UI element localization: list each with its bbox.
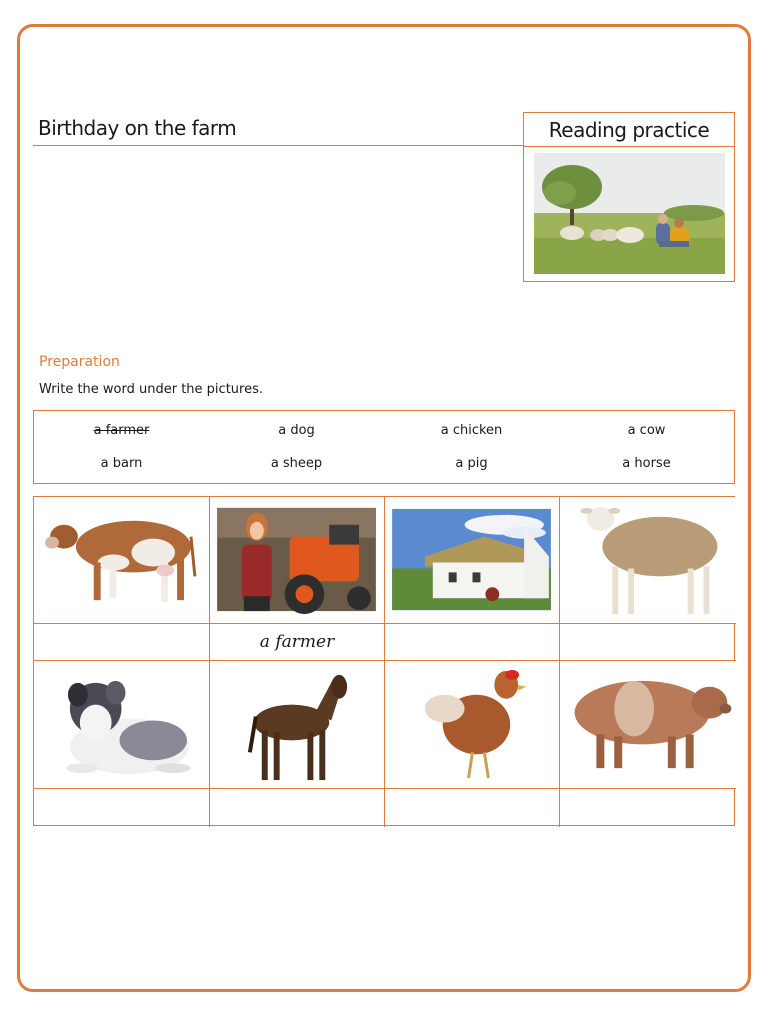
word-bank-item: a farmer (93, 423, 150, 438)
picture-cell-pig (560, 661, 736, 789)
answer-cell[interactable] (385, 789, 560, 827)
answer-cell[interactable] (210, 789, 385, 827)
word-bank-item: a horse (622, 456, 671, 471)
picture-cell-barn (385, 497, 560, 624)
preparation-heading: Preparation (39, 354, 120, 370)
pig-picture (560, 661, 736, 788)
picture-grid (33, 496, 735, 826)
reading-practice-label: Reading practice (524, 113, 734, 147)
sheep-picture (560, 497, 736, 623)
word-bank-item: a dog (278, 423, 315, 438)
title-divider (33, 145, 524, 146)
answer-cell[interactable] (34, 789, 210, 827)
instruction-text: Write the word under the pictures. (39, 382, 263, 397)
word-bank-item: a chicken (440, 423, 503, 438)
picture-cell-farmer (210, 497, 385, 624)
answer-cell[interactable] (560, 624, 736, 661)
horse-picture (210, 661, 384, 788)
barn-picture (385, 497, 559, 623)
picture-cell-dog (34, 661, 210, 789)
picture-cell-chicken (385, 661, 560, 789)
farm-scene-photo (534, 153, 725, 274)
word-bank (33, 410, 735, 484)
answer-cell[interactable] (34, 624, 210, 661)
word-bank-item: a cow (627, 423, 666, 438)
cow-picture (34, 497, 209, 623)
word-bank-item: a barn (100, 456, 143, 471)
picture-cell-cow (34, 497, 210, 624)
answer-cell[interactable]: a farmer (210, 624, 385, 661)
word-bank-item: a pig (455, 456, 488, 471)
picture-cell-sheep (560, 497, 736, 624)
word-bank-item: a sheep (270, 456, 323, 471)
farmer-picture (210, 497, 384, 623)
answer-cell[interactable] (560, 789, 736, 827)
dog-picture (34, 661, 209, 788)
chicken-picture (385, 661, 559, 788)
answer-cell[interactable] (385, 624, 560, 661)
reading-practice-box (523, 112, 735, 282)
picture-cell-horse (210, 661, 385, 789)
worksheet-title: Birthday on the farm (38, 116, 237, 140)
